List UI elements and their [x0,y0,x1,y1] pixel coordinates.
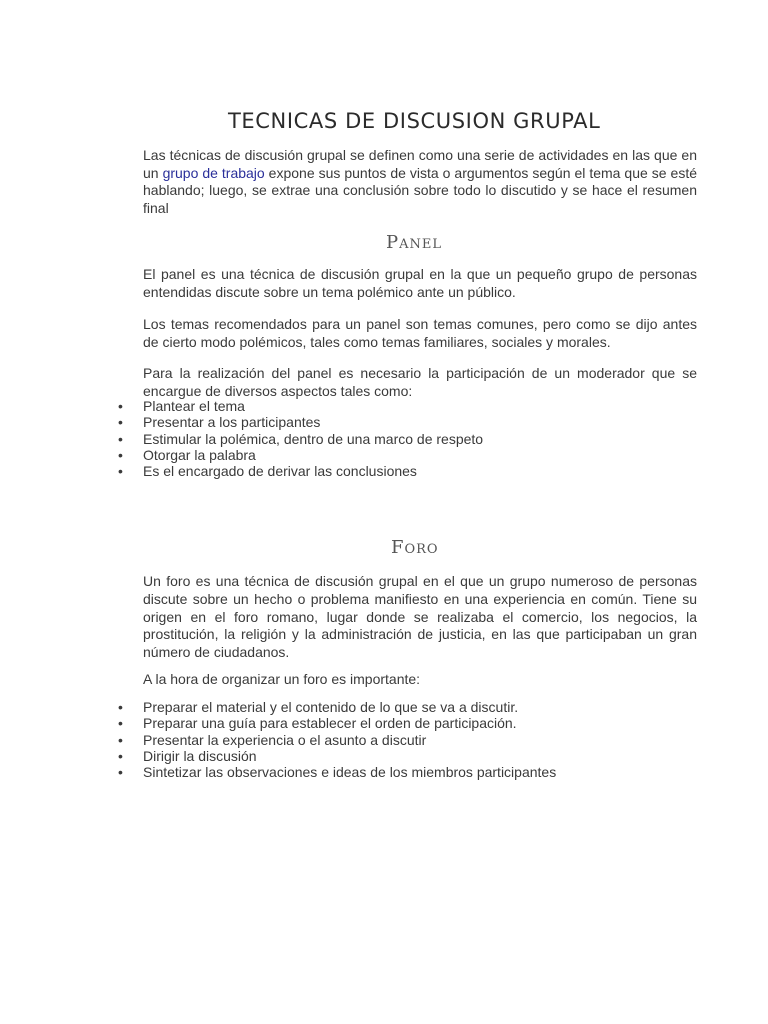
grupo-de-trabajo-link[interactable]: grupo de trabajo [162,164,265,181]
panel-paragraph-1: El panel es una técnica de discusión grupal en la que un pequeño grupo de personas entendidas discute sobre un tema polémico ante un público. [143,266,697,300]
intro-paragraph [143,147,697,217]
document-title: TECNICAS DE DISCUSION GRUPAL [228,109,601,133]
list-item: • Preparar el material y el contenido de lo que se va a discutir. [0,699,700,715]
list-item: • Es el encargado de derivar las conclusiones [0,463,700,479]
list-item: • Sintetizar las observaciones e ideas de los miembros participantes [0,764,700,780]
foro-heading: Foro [391,537,439,558]
panel-paragraph-2: Los temas recomendados para un panel son temas comunes, pero como se dijo antes de cierto modo polémicos, tales como temas familiares, sociales y morales. [143,316,697,350]
foro-organize-list [0,699,700,780]
foro-paragraph-1: Un foro es una técnica de discusión grupal en el que un grupo numeroso de personas discute sobre un hecho o problema manifiesto en una experiencia en común. Tiene su origen en el foro romano, lugar donde se realizaba el comercio, los negocios, la prostitución, la religión y la administración de justicia, en las que participaban un gran número de ciudadanos. [143,573,697,661]
intro-text-end: expone sus puntos de vista o argumentos según el tema que se esté hablando; luego, se extrae una conclusión sobre todo lo discutido y se hace el resumen final [143,164,697,216]
panel-heading: Panel [386,232,442,253]
list-item: • Presentar a los participantes [0,414,700,430]
list-item: • Presentar la experiencia o el asunto a discutir [0,732,700,748]
list-item: • Estimular la polémica, dentro de una marco de respeto [0,431,700,447]
foro-paragraph-2: A la hora de organizar un foro es importante: [143,671,421,687]
list-item: • Plantear el tema [0,398,700,414]
list-item: • Preparar una guía para establecer el orden de participación. [0,715,700,731]
intro-text-start: Las técnicas de discusión grupal se definen como una serie de actividades en las que en un [143,147,697,181]
list-item: • Otorgar la palabra [0,447,700,463]
panel-paragraph-3: Para la realización del panel es necesario la participación de un moderador que se encargue de diversos aspectos tales como: [143,365,697,399]
list-item: • Dirigir la discusión [0,748,700,764]
panel-moderator-list [0,398,700,479]
